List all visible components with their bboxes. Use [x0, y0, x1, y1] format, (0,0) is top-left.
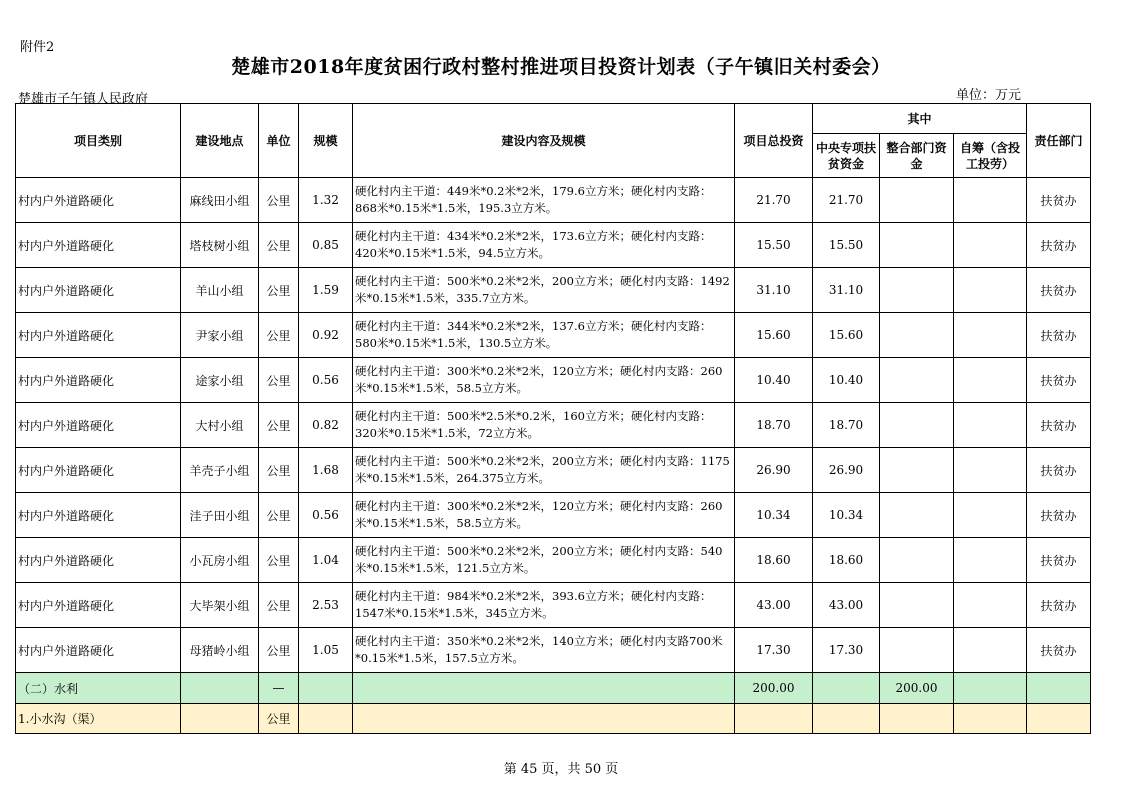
section-total: 200.00 — [735, 673, 813, 704]
page-footer: 第 45 页，共 50 页 — [503, 762, 619, 777]
sub-location — [181, 704, 259, 734]
cell-location: 大毕架小组 — [181, 583, 259, 628]
cell-dept: 扶贫办 — [1027, 223, 1091, 268]
table-row — [16, 223, 1091, 268]
section-row-water — [16, 673, 1091, 704]
cell-self — [954, 403, 1027, 448]
cell-central: 17.30 — [813, 628, 880, 673]
cell-content: 硬化村内主干道：500米*2.5米*0.2米，160立方米；硬化村内支路：320米*0.15米*1.5米，72立方米。 — [353, 403, 735, 448]
cell-content: 硬化村内主干道：300米*0.2米*2米，120立方米；硬化村内支路：260米*0.15米*1.5米，58.5立方米。 — [353, 493, 735, 538]
cell-self — [954, 223, 1027, 268]
cell-scale: 2.53 — [299, 583, 353, 628]
cell-self — [954, 493, 1027, 538]
table-row — [16, 178, 1091, 223]
unit-label: 单位：万元 — [956, 88, 1022, 103]
cell-central: 18.60 — [813, 538, 880, 583]
cell-location: 洼子田小组 — [181, 493, 259, 538]
cell-location: 羊山小组 — [181, 268, 259, 313]
cell-total: 15.60 — [735, 313, 813, 358]
cell-unit: 公里 — [259, 493, 299, 538]
cell-total: 15.50 — [735, 223, 813, 268]
header-integrated: 整合部门资金 — [880, 134, 954, 178]
cell-unit: 公里 — [259, 448, 299, 493]
cell-central: 21.70 — [813, 178, 880, 223]
cell-scale: 0.85 — [299, 223, 353, 268]
cell-category: 村内户外道路硬化 — [16, 268, 181, 313]
organization-name: 楚雄市子午镇人民政府 — [18, 92, 149, 107]
cell-integrated — [880, 178, 954, 223]
cell-category: 村内户外道路硬化 — [16, 178, 181, 223]
cell-integrated — [880, 628, 954, 673]
cell-dept: 扶贫办 — [1027, 358, 1091, 403]
sub-central — [813, 704, 880, 734]
table-row — [16, 268, 1091, 313]
cell-self — [954, 313, 1027, 358]
cell-central: 15.60 — [813, 313, 880, 358]
section-category: （二）水利 — [16, 673, 181, 704]
cell-integrated — [880, 403, 954, 448]
table-body — [16, 178, 1091, 734]
cell-scale: 1.32 — [299, 178, 353, 223]
cell-unit: 公里 — [259, 583, 299, 628]
cell-content: 硬化村内主干道：344米*0.2米*2米，137.6立方米；硬化村内支路：580米*0.15米*1.5米，130.5立方米。 — [353, 313, 735, 358]
cell-total: 17.30 — [735, 628, 813, 673]
cell-content: 硬化村内主干道：350米*0.2米*2米，140立方米；硬化村内支路700米*0.15米*1.5米，157.5立方米。 — [353, 628, 735, 673]
cell-total: 18.60 — [735, 538, 813, 583]
sub-self — [954, 704, 1027, 734]
cell-location: 小瓦房小组 — [181, 538, 259, 583]
cell-location: 羊壳子小组 — [181, 448, 259, 493]
cell-self — [954, 268, 1027, 313]
header-content: 建设内容及规模 — [353, 104, 735, 178]
cell-content: 硬化村内主干道：300米*0.2米*2米，120立方米；硬化村内支路：260米*0.15米*1.5米，58.5立方米。 — [353, 358, 735, 403]
section-self — [954, 673, 1027, 704]
table-row — [16, 583, 1091, 628]
cell-integrated — [880, 448, 954, 493]
section-content — [353, 673, 735, 704]
header-total: 项目总投资 — [735, 104, 813, 178]
cell-self — [954, 583, 1027, 628]
cell-central: 26.90 — [813, 448, 880, 493]
cell-integrated — [880, 313, 954, 358]
cell-integrated — [880, 223, 954, 268]
cell-content: 硬化村内主干道：984米*0.2米*2米，393.6立方米；硬化村内支路：1547米*0.15米*1.5米，345立方米。 — [353, 583, 735, 628]
cell-self — [954, 538, 1027, 583]
cell-central: 15.50 — [813, 223, 880, 268]
cell-location: 大村小组 — [181, 403, 259, 448]
cell-category: 村内户外道路硬化 — [16, 403, 181, 448]
cell-content: 硬化村内主干道：434米*0.2米*2米，173.6立方米；硬化村内支路：420米*0.15米*1.5米，94.5立方米。 — [353, 223, 735, 268]
cell-central: 31.10 — [813, 268, 880, 313]
investment-plan-table — [15, 103, 1091, 734]
cell-dept: 扶贫办 — [1027, 403, 1091, 448]
cell-self — [954, 448, 1027, 493]
cell-location: 麻线田小组 — [181, 178, 259, 223]
cell-scale: 0.82 — [299, 403, 353, 448]
table-row — [16, 448, 1091, 493]
table-row — [16, 313, 1091, 358]
page-title: 楚雄市2018年度贫困行政村整村推进项目投资计划表（子午镇旧关村委会） — [231, 56, 891, 78]
cell-category: 村内户外道路硬化 — [16, 493, 181, 538]
sub-row-ditch — [16, 704, 1091, 734]
table-row — [16, 403, 1091, 448]
cell-unit: 公里 — [259, 313, 299, 358]
annex-label: 附件2 — [20, 40, 55, 55]
cell-category: 村内户外道路硬化 — [16, 313, 181, 358]
cell-scale: 0.56 — [299, 493, 353, 538]
cell-total: 43.00 — [735, 583, 813, 628]
sub-total — [735, 704, 813, 734]
sub-content — [353, 704, 735, 734]
cell-unit: 公里 — [259, 628, 299, 673]
cell-location: 尹家小组 — [181, 313, 259, 358]
cell-dept: 扶贫办 — [1027, 268, 1091, 313]
cell-unit: 公里 — [259, 178, 299, 223]
cell-category: 村内户外道路硬化 — [16, 583, 181, 628]
cell-dept: 扶贫办 — [1027, 583, 1091, 628]
cell-category: 村内户外道路硬化 — [16, 628, 181, 673]
cell-location: 途家小组 — [181, 358, 259, 403]
cell-location: 母猪岭小组 — [181, 628, 259, 673]
cell-unit: 公里 — [259, 403, 299, 448]
cell-total: 31.10 — [735, 268, 813, 313]
section-dept — [1027, 673, 1091, 704]
section-integrated: 200.00 — [880, 673, 954, 704]
header-category: 项目类别 — [16, 104, 181, 178]
header-location: 建设地点 — [181, 104, 259, 178]
cell-total: 10.34 — [735, 493, 813, 538]
table-row — [16, 628, 1091, 673]
cell-dept: 扶贫办 — [1027, 178, 1091, 223]
section-location — [181, 673, 259, 704]
cell-location: 塔枝树小组 — [181, 223, 259, 268]
sub-scale — [299, 704, 353, 734]
cell-dept: 扶贫办 — [1027, 493, 1091, 538]
cell-self — [954, 628, 1027, 673]
cell-category: 村内户外道路硬化 — [16, 538, 181, 583]
cell-content: 硬化村内主干道：500米*0.2米*2米，200立方米；硬化村内支路：1492米*0.15米*1.5米，335.7立方米。 — [353, 268, 735, 313]
cell-scale: 1.59 — [299, 268, 353, 313]
cell-central: 43.00 — [813, 583, 880, 628]
cell-unit: 公里 — [259, 538, 299, 583]
table-row — [16, 493, 1091, 538]
header-unit: 单位 — [259, 104, 299, 178]
cell-category: 村内户外道路硬化 — [16, 358, 181, 403]
cell-integrated — [880, 358, 954, 403]
cell-scale: 1.04 — [299, 538, 353, 583]
table-row — [16, 358, 1091, 403]
sub-dept — [1027, 704, 1091, 734]
cell-content: 硬化村内主干道：500米*0.2米*2米，200立方米；硬化村内支路：540米*0.15米*1.5米，121.5立方米。 — [353, 538, 735, 583]
cell-dept: 扶贫办 — [1027, 448, 1091, 493]
cell-scale: 0.92 — [299, 313, 353, 358]
sub-category: 1.小水沟（渠） — [16, 704, 181, 734]
cell-content: 硬化村内主干道：500米*0.2米*2米，200立方米；硬化村内支路：1175米*0.15米*1.5米，264.375立方米。 — [353, 448, 735, 493]
cell-central: 18.70 — [813, 403, 880, 448]
cell-category: 村内户外道路硬化 — [16, 223, 181, 268]
cell-central: 10.40 — [813, 358, 880, 403]
cell-scale: 1.05 — [299, 628, 353, 673]
header-of-which: 其中 — [813, 104, 1027, 134]
cell-content: 硬化村内主干道：449米*0.2米*2米，179.6立方米；硬化村内支路：868米*0.15米*1.5米，195.3立方米。 — [353, 178, 735, 223]
cell-unit: 公里 — [259, 358, 299, 403]
cell-dept: 扶贫办 — [1027, 313, 1091, 358]
cell-integrated — [880, 493, 954, 538]
cell-dept: 扶贫办 — [1027, 538, 1091, 583]
cell-unit: 公里 — [259, 223, 299, 268]
sub-integrated — [880, 704, 954, 734]
cell-self — [954, 178, 1027, 223]
cell-scale: 1.68 — [299, 448, 353, 493]
cell-central: 10.34 — [813, 493, 880, 538]
cell-self — [954, 358, 1027, 403]
header-scale: 规模 — [299, 104, 353, 178]
cell-unit: 公里 — [259, 268, 299, 313]
section-central — [813, 673, 880, 704]
cell-integrated — [880, 268, 954, 313]
cell-scale: 0.56 — [299, 358, 353, 403]
sub-unit: 公里 — [259, 704, 299, 734]
table-row — [16, 538, 1091, 583]
cell-total: 18.70 — [735, 403, 813, 448]
section-scale — [299, 673, 353, 704]
cell-integrated — [880, 538, 954, 583]
cell-total: 10.40 — [735, 358, 813, 403]
section-unit: — — [259, 673, 299, 704]
header-dept: 责任部门 — [1027, 104, 1091, 178]
cell-category: 村内户外道路硬化 — [16, 448, 181, 493]
cell-total: 21.70 — [735, 178, 813, 223]
cell-dept: 扶贫办 — [1027, 628, 1091, 673]
cell-total: 26.90 — [735, 448, 813, 493]
header-central: 中央专项扶贫资金 — [813, 134, 880, 178]
header-self: 自筹（含投工投劳） — [954, 134, 1027, 178]
cell-integrated — [880, 583, 954, 628]
